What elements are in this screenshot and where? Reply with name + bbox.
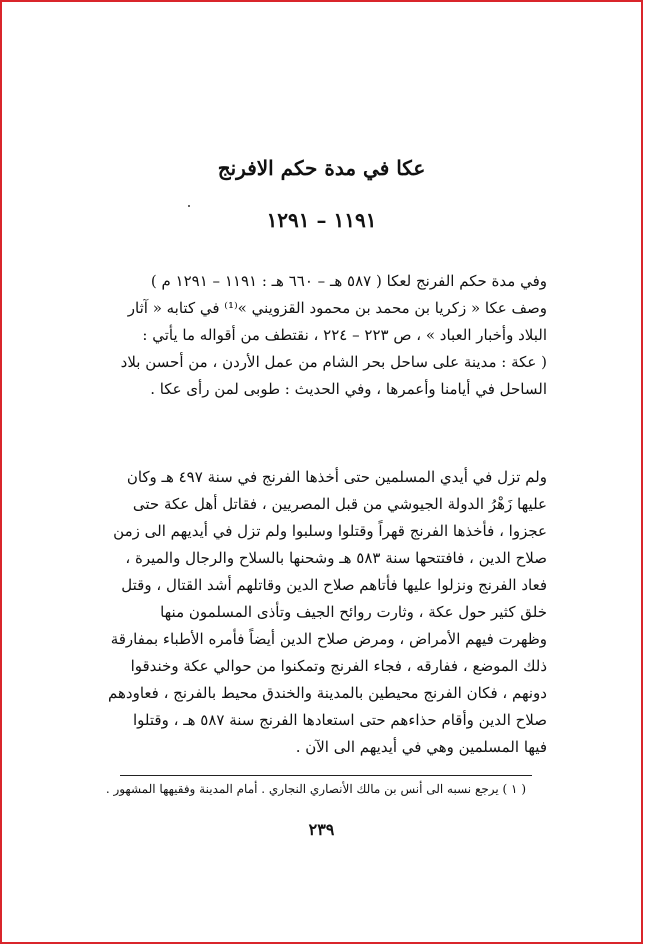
text-line: فيها المسلمين وهي في أيديهم الى الآن . (295, 738, 547, 756)
chapter-years: ١١٩١ – ١٢٩١ (266, 208, 377, 232)
text-line: وصف عكا « زكريا بن محمد بن محمود القزويني »⁽¹⁾ في كتابه « آثار (127, 299, 547, 317)
text-line: وفي مدة حكم الفرنج لعكا ( ٥٨٧ هـ – ٦٦٠ هـ : ١١٩١ – ١٢٩١ م ) (150, 272, 547, 290)
chapter-title: عكا في مدة حكم الافرنج (217, 156, 426, 180)
text-line: خلق كثير حول عكة ، وثارت روائح الجيف وتأذى المسلمون منها (160, 603, 547, 621)
paragraph-2 (90, 464, 547, 761)
paragraph-1 (90, 268, 547, 403)
footnote: ( ١ ) يرجع نسبه الى أنس بن مالك الأنصاري النجاري . أمام المدينة وفقيهها المشهور . (105, 782, 526, 796)
text-line: الساحل في أيامنا وأعمرها ، وفي الحديث : طوبى لمن رأى عكا . (150, 380, 547, 398)
stray-dot (188, 205, 190, 207)
text-line: ولم تزل في أيدي المسلمين حتى أخذها الفرنج في سنة ٤٩٧ هـ وكان (126, 468, 547, 486)
text-line: صلاح الدين ، فافتتحها سنة ٥٨٣ هـ وشحنها بالسلاح والرجال والميرة ، (125, 549, 547, 567)
text-line: ( عكة : مدينة على ساحل بحر الشام من عمل الأردن ، من أحسن بلاد (120, 353, 547, 371)
text-line: البلاد وأخبار العباد » ، ص ٢٢٣ – ٢٢٤ ، نقتطف من أقواله ما يأتي : (142, 326, 547, 344)
footnote-divider (120, 775, 532, 776)
page-number: ٢٣٩ (308, 820, 335, 839)
text-line: دونهم ، فكان الفرنج محيطين بالمدينة والخندق محيط بالفرنج ، فعاودهم (108, 684, 547, 702)
text-line: فعاد الفرنج ونزلوا عليها فأتاهم صلاح الدين وقاتلهم أشد القتال ، وقتل (121, 576, 547, 594)
text-line: عليها زَهْرُ الدولة الجيوشي من قبل المصريين ، فقاتل أهل عكة حتى (132, 495, 547, 513)
text-line: ذلك الموضع ، ففارقه ، فجاء الفرنج وتمكنوا من حوالي عكة وخندقوا (130, 657, 547, 675)
text-line: وظهرت فيهم الأمراض ، ومرض صلاح الدين أيضاً فأمره الأطباء بمفارقة (110, 630, 547, 648)
text-line: عجزوا ، فأخذها الفرنج قهراً وقتلوا وسلبوا ولم تزل في أيديهم الى زمن (113, 522, 547, 540)
text-line: صلاح الدين وأقام حذاءهم حتى استعادها الفرنج سنة ٥٨٧ هـ ، وقتلوا (133, 711, 547, 729)
